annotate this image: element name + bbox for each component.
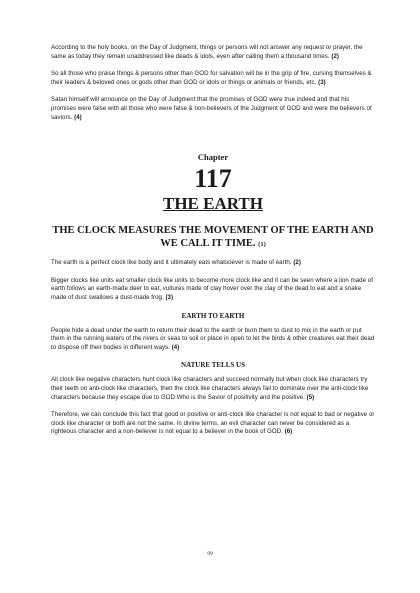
nature-tells-us-paragraph-1: All clock like negative characters hunt clock like characters and succeed normally but when clock like characters try their teeth on anti-clock like characters, then the clock like characters always fail to dominate over the anti-clock like characters because they escape due to GOD Who is the Savior of positivity and the positive. (5) (51, 376, 369, 401)
intro-paragraph-1: According to the holy books, on the Day of Judgment, things or persons will not answer any request or prayer, the same as today they remain unaddressed like deads & idols, even after calling them a thousand times. (2) (51, 44, 363, 60)
reference-number: (3) (318, 78, 326, 86)
reference-number: (6) (284, 428, 293, 436)
reference-number: (4) (74, 113, 82, 121)
intro-paragraph-2: So all those who praise things & persons other than GOD for salvation will be in the grip of fire, cursing themselves & their leaders & beloved ones or gods other than GOD or idols or things or animals or friends, etc. (3) (51, 70, 372, 86)
reference-number: (4) (171, 343, 180, 351)
reference-number: (2) (331, 52, 340, 60)
intro-paragraph-3: Satan himself will announce on the Day of Judgment that the promises of GOD were true indeed and that his promises were false with all those who were false & non-believers of the Judgment of GOD and were the believers of saviors. (4) (51, 96, 372, 121)
chapter-number: 117 (194, 164, 232, 194)
reference-number: (2) (293, 259, 301, 267)
nature-tells-us-heading: NATURE TELLS US (181, 361, 245, 370)
nature-tells-us-paragraph-2: Therefore, we can conclude this fact that good or positive or anti-clock like character is not equal to bad or negative or clock like character or both are not the same. In divine terms, an evil character can never be considered as a righteous character and a non-believer is not equal to a believer in the book of GOD. (6) (51, 411, 375, 436)
reference-number: (3) (165, 293, 174, 301)
page-number: 99 (207, 551, 213, 557)
reference-number: (1) (258, 241, 266, 249)
earth-to-earth-heading: EARTH TO EARTH (181, 311, 245, 320)
earth-to-earth-paragraph: People hide a dead under the earth to return their dead to the earth or burn them to dust to mix in the earth or put them in the running waters of the rivers or seas to soil or place in open to let the birds & other creatures eat their dead to dispose off their bodies in different ways. (4) (51, 326, 375, 351)
section-paragraph-2: Bigger clocks like units eat smaller clock like units to become more clock like and it can be seen where a lion made of earth follows an earth-made deer to eat, vultures made of clay hover over the clay of the dead to eat and a snake made of dust swallows a dust-made frog. (3) (51, 276, 373, 301)
section-paragraph-1: The earth is a perfect clock like body and it ultimately eats whatsoever is made of earth. (2) (51, 259, 301, 267)
chapter-label: Chapter (197, 152, 229, 163)
reference-number: (5) (306, 393, 315, 401)
document-page (51, 44, 375, 446)
section-heading: THE CLOCK MEASURES THE MOVEMENT OF THE EARTH AND WE CALL IT TIME. (1) (52, 225, 374, 250)
chapter-title: THE EARTH (162, 194, 263, 214)
